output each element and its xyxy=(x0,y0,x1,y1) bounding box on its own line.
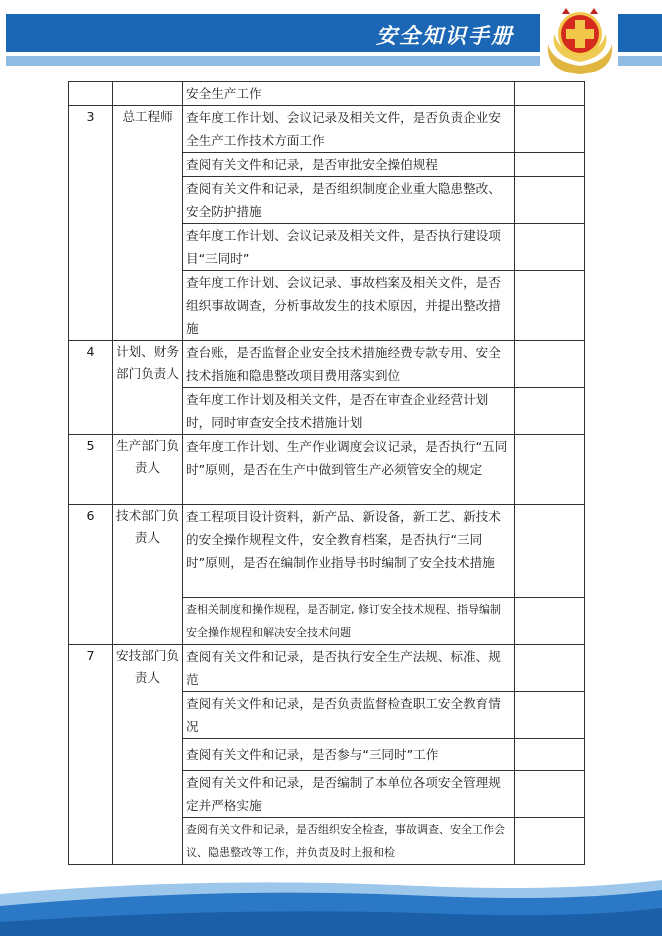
result-cell xyxy=(515,739,585,771)
result-cell xyxy=(515,224,585,271)
result-cell xyxy=(515,388,585,435)
table-row xyxy=(69,435,585,505)
check-item: 查阅有关文件和记录，是否组织安全检查，事故调查、安全工作会议、隐患整改等工作，并负责及时上报和检 xyxy=(183,818,515,865)
check-item: 查年度工作计划、会议记录及相关文件，是否执行建设项目“三同时” xyxy=(183,224,515,271)
check-item: 查工程项目设计资料，新产品、新设备，新工艺、新技术的安全操作规程文件，安全教育档案，是否执行“三同时”原则，是否在编制作业指导书时编制了安全技术措施 xyxy=(183,505,515,598)
result-cell xyxy=(515,153,585,177)
number-cell xyxy=(69,82,113,106)
row-number: 3 xyxy=(69,106,113,341)
header-stripe-right xyxy=(618,56,662,66)
responsible-role: 总工程师 xyxy=(113,106,183,341)
table-row xyxy=(69,82,585,106)
check-item: 查阅有关文件和记录，是否参与“三同时”工作 xyxy=(183,739,515,771)
check-item: 查阅有关文件和记录，是否审批安全操伯规程 xyxy=(183,153,515,177)
result-cell xyxy=(515,692,585,739)
result-cell xyxy=(515,818,585,865)
result-cell xyxy=(515,645,585,692)
safety-emblem-icon xyxy=(540,4,620,76)
table-row xyxy=(69,341,585,388)
result-cell xyxy=(515,271,585,341)
check-item: 查阅有关文件和记录，是否执行安全生产法规、标准、规范 xyxy=(183,645,515,692)
check-item: 安全生产工作 xyxy=(183,82,515,106)
check-item: 查年度工作计划、会议记录、事故档案及相关文件，是否组织事故调查，分析事故发生的技术原因，并提出整改措施 xyxy=(183,271,515,341)
check-item: 查相关制度和操作规程，是否制定, 修订安全技术规程、指导编制安全操作规程和解决安全技术问题 xyxy=(183,598,515,645)
result-cell xyxy=(515,598,585,645)
check-item: 查台账，是否监督企业安全技术措施经费专款专用、安全技术指施和隐患整改项目费用落实到位 xyxy=(183,341,515,388)
check-item: 查阅有关文件和记录，是否负责监督检查职工安全教育情况 xyxy=(183,692,515,739)
header-stripe xyxy=(6,56,540,66)
header-banner xyxy=(6,14,540,52)
result-cell xyxy=(515,82,585,106)
check-item: 查阅有关文件和记录，是否组织制度企业重大隐患整改、安全防护措施 xyxy=(183,177,515,224)
check-item: 查年度工作计划及相关文件，是否在审查企业经营计划时，同时审查安全技术措施计划 xyxy=(183,388,515,435)
role-cell xyxy=(113,82,183,106)
safety-check-table xyxy=(68,81,585,865)
result-cell xyxy=(515,435,585,505)
result-cell xyxy=(515,341,585,388)
table-row xyxy=(69,505,585,598)
table-row xyxy=(69,645,585,692)
row-number: 4 xyxy=(69,341,113,435)
table-row xyxy=(69,106,585,153)
page-title: 安全知识手册 xyxy=(376,24,514,48)
check-item: 查年度工作计划、会议记录及相关文件，是否负责企业安全生产工作技术方面工作 xyxy=(183,106,515,153)
responsible-role: 安技部门负责人 xyxy=(113,645,183,865)
responsible-role: 生产部门负责人 xyxy=(113,435,183,505)
row-number: 7 xyxy=(69,645,113,865)
result-cell xyxy=(515,177,585,224)
row-number: 6 xyxy=(69,505,113,645)
footer-wave xyxy=(0,872,662,936)
result-cell xyxy=(515,505,585,598)
header-banner-right xyxy=(618,14,662,52)
result-cell xyxy=(515,106,585,153)
responsible-role: 计划、财务部门负责人 xyxy=(113,341,183,435)
check-item: 查年度工作计划、生产作业调度会议记录，是否执行“五同时”原则，是否在生产中做到管生产必须管安全的规定 xyxy=(183,435,515,505)
row-number: 5 xyxy=(69,435,113,505)
check-item: 查阅有关文件和记录，是否编制了本单位各项安全管理规定并严格实施 xyxy=(183,771,515,818)
responsible-role: 技术部门负责人 xyxy=(113,505,183,645)
result-cell xyxy=(515,771,585,818)
